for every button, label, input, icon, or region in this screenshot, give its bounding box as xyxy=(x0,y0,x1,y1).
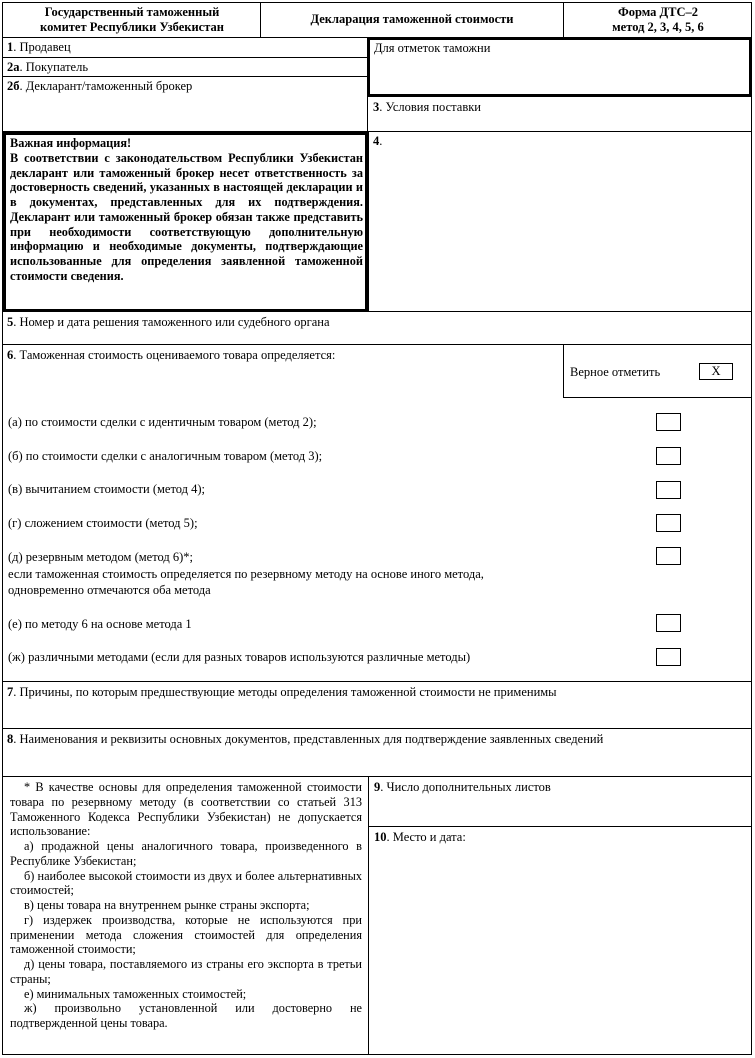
option-e-reserve-checkbox[interactable] xyxy=(656,547,681,565)
option-f-method6-1-text: (е) по методу 6 на основе метода 1 xyxy=(8,617,192,631)
option-f-method6-1 xyxy=(8,617,192,632)
footnote-item-c: в) цены товара на внутреннем рынке страны экспорта; xyxy=(24,898,310,912)
field-10-number: 10 xyxy=(374,830,387,844)
field-3-number: 3 xyxy=(373,100,380,114)
field-10-place-date[interactable] xyxy=(369,827,752,1055)
field-6-text: . Таможенная стоимость оцениваемого товара определяется: xyxy=(13,348,336,362)
field-4[interactable] xyxy=(368,132,752,312)
option-c-checkbox[interactable] xyxy=(656,481,681,499)
option-g-various-text: (ж) различными методами (если для разных товаров используются различные методы) xyxy=(8,650,471,664)
field-10-text: . Место и дата: xyxy=(386,830,466,844)
field-10-label xyxy=(370,829,470,846)
field-9-text: . Число дополнительных листов xyxy=(380,780,551,794)
option-g-various xyxy=(8,650,470,665)
field-5-text: . Номер и дата решения таможенного или судебного органа xyxy=(13,315,330,329)
field-4-label xyxy=(369,133,386,150)
header-authority-text: Государственный таможенный комитет Республики Узбекистан xyxy=(40,5,224,34)
option-c-text: (в) вычитанием стоимости (метод 4); xyxy=(8,482,206,496)
option-f-method6-1-checkbox[interactable] xyxy=(656,614,681,632)
option-e-reserve-text: (д) резервным методом (метод 6)*; xyxy=(8,550,194,564)
footnote-item-b: б) наиболее высокой стоимости из двух и более альтернативных стоимостей; xyxy=(10,868,362,898)
mark-hint-sample: X xyxy=(711,364,721,378)
option-d-method5-checkbox[interactable] xyxy=(656,514,681,532)
header-authority xyxy=(18,4,246,36)
field-3-label xyxy=(369,99,485,116)
field-5-number: 5 xyxy=(7,315,14,329)
field-2a-label xyxy=(3,59,92,76)
footnote-content xyxy=(6,779,366,1032)
field-2b-number: 2б xyxy=(7,79,20,93)
field-6-number: 6 xyxy=(7,348,14,362)
header-form-methods: метод 2, 3, 4, 5, 6 xyxy=(612,20,704,34)
option-a-text: (а) по стоимости сделки с идентичным товаром (метод 2); xyxy=(8,415,317,429)
field-4-text: . xyxy=(379,134,383,148)
option-reserve-note xyxy=(8,567,484,598)
field-1-number: 1 xyxy=(7,40,14,54)
header-form xyxy=(565,4,751,36)
field-2b-label xyxy=(3,78,196,95)
mark-hint-text: Верное отметить xyxy=(570,365,661,379)
field-4-number: 4 xyxy=(373,134,380,148)
option-b-text: (б) по стоимости сделки с аналогичным товаром (метод 3); xyxy=(8,449,323,463)
option-c xyxy=(8,482,205,497)
option-g-various-checkbox[interactable] xyxy=(656,648,681,666)
option-reserve-note-line1: если таможенная стоимость определяется по резервному методу на основе иного метода, xyxy=(8,567,484,581)
option-b xyxy=(8,449,322,464)
field-7-text: . Причины, по которым предшествующие методы определения таможенной стоимости не применимы xyxy=(13,685,557,699)
customs-marks-label xyxy=(370,40,494,57)
header-title-text: Декларация таможенной стоимости xyxy=(310,12,514,26)
option-e-reserve xyxy=(8,550,193,565)
field-7-number: 7 xyxy=(7,685,14,699)
field-2b-text: . Декларант/таможенный брокер xyxy=(19,79,193,93)
header-form-name: Форма ДТС–2 xyxy=(617,5,699,19)
option-a xyxy=(8,415,317,430)
footnote-item-a: а) продажной цены аналогичного товара, произведенного в Республике Узбекистан; xyxy=(10,839,362,868)
footnote-item-d: г) издержек производства, которые не используются при применении метода сложения стоимостей для определения таможенной стоимости; xyxy=(10,912,362,957)
field-2a-text: . Покупатель xyxy=(19,60,89,74)
field-1-label xyxy=(3,39,75,56)
important-info-text: В соответствии с законодательством Республики Узбекистан декларант или таможенный брокер несет ответственность за достоверность сведений, указанных в настоящей декларации и в документах, представленных для их подтверждения. Декларант или таможенный брокер обязан также представить при необходимости соответствующую дополнительную информацию и необходимые документы, подтверждающие использованные для определения заявленной таможенной стоимости сведения. xyxy=(10,150,363,283)
option-reserve-note-line2: одновременно отмечаются оба метода xyxy=(8,582,211,597)
footnote-item-e: д) цены товара, поставляемого из страны его экспорта в третьи страны; xyxy=(10,957,362,986)
field-9-label xyxy=(370,779,555,796)
footnote-item-g: ж) произвольно установленной или достоверно не подтвержденной цены товара. xyxy=(10,1001,362,1030)
field-8-number: 8 xyxy=(7,732,14,746)
customs-marks-text: Для отметок таможни xyxy=(374,41,491,55)
field-2a-number: 2а xyxy=(7,60,20,74)
important-info-title: Важная информация! xyxy=(10,136,132,150)
footnote-intro: * В качестве основы для определения таможенной стоимости товара по резервному методу (в соответствии со статьей 313 Таможенного Кодекса Республики Узбекистан) не допускается использование: xyxy=(10,780,362,839)
option-b-checkbox[interactable] xyxy=(656,447,681,465)
field-7-label xyxy=(3,684,561,701)
option-a-checkbox[interactable] xyxy=(656,413,681,431)
field-9-number: 9 xyxy=(374,780,381,794)
mark-hint-label xyxy=(566,364,664,381)
important-info-content xyxy=(6,135,367,285)
footnote-item-f: е) минимальных таможенных стоимостей; xyxy=(24,986,247,1001)
option-d-method5-text: (г) сложением стоимости (метод 5); xyxy=(8,516,198,530)
field-8-label xyxy=(3,731,607,748)
field-3-text: . Условия поставки xyxy=(379,100,481,114)
field-8-text: . Наименования и реквизиты основных документов, представленных для подтверждение заявленных сведений xyxy=(13,732,604,746)
header-title xyxy=(262,11,562,28)
option-d-method5 xyxy=(8,516,198,531)
field-1-text: . Продавец xyxy=(13,40,71,54)
field-5-label xyxy=(3,314,334,331)
mark-hint-sample-box xyxy=(699,363,733,380)
field-6-label xyxy=(3,347,339,364)
